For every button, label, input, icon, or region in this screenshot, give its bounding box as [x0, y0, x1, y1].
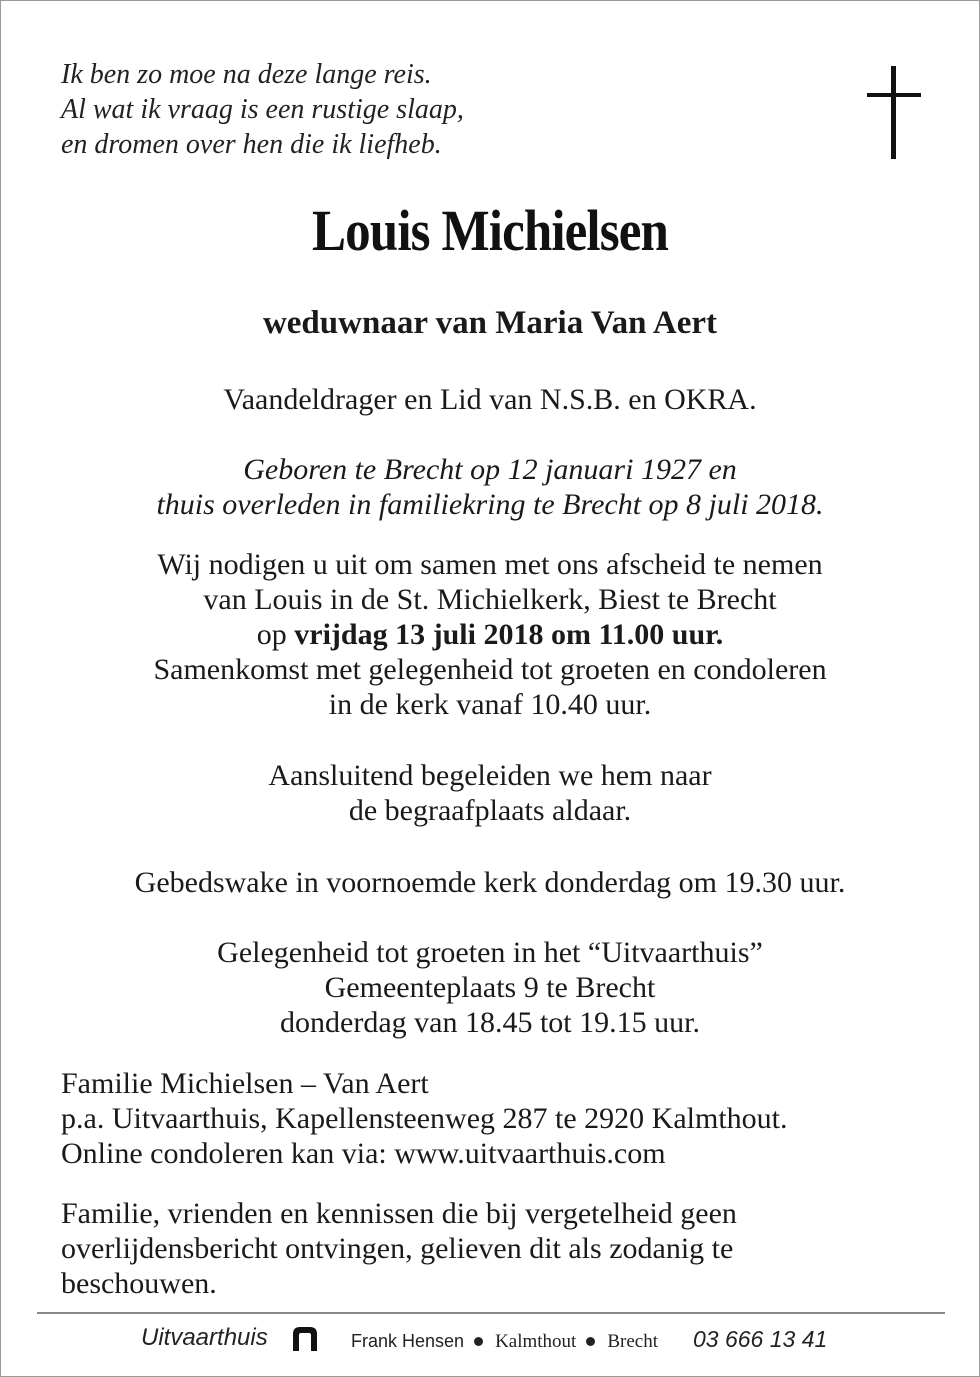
footer-location-1: Kalmthout [495, 1331, 577, 1352]
birth-death-dates [1, 452, 979, 522]
poem-line-3: en dromen over hen die ik liefheb. [61, 129, 442, 160]
footer [1, 1321, 979, 1357]
bullet-icon [474, 1337, 483, 1346]
notice-line-1: Familie, vrienden en kennissen die bij vergetelheid geen [61, 1197, 737, 1230]
family-line-1: Familie Michielsen – Van Aert [61, 1067, 429, 1100]
footer-brand: Uitvaarthuis [141, 1324, 268, 1351]
burial-line-1: Aansluitend begeleiden we hem naar [268, 759, 712, 792]
widower-of: weduwnaar van Maria Van Aert [262, 305, 718, 341]
latin-cross-icon [867, 66, 921, 159]
visitation-line-3: donderdag van 18.45 tot 19.15 uur. [280, 1006, 700, 1039]
invitation-line-3-prefix: op [256, 618, 295, 651]
burial-info [1, 758, 979, 828]
footer-contact [351, 1327, 658, 1356]
dates-line-2: thuis overleden in familiekring te Brecht op 8 juli 2018. [156, 488, 824, 521]
visitation-line-1: Gelegenheid tot groeten in het “Uitvaarthuis” [217, 936, 763, 969]
service-date-time: vrijdag 13 juli 2018 om 11.00 uur. [294, 618, 724, 651]
invitation-line-1: Wij nodigen u uit om samen met ons afscheid te nemen [157, 548, 823, 581]
burial-line-2: de begraafplaats aldaar. [348, 794, 632, 827]
deceased-name: Louis Michielsen [312, 198, 668, 263]
invitation-line-4: Samenkomst met gelegenheid tot groeten en condoleren [153, 653, 827, 686]
poem-line-2: Al wat ik vraag is een rustige slaap, [61, 94, 464, 125]
family-line-2: p.a. Uitvaarthuis, Kapellensteenweg 287 te 2920 Kalmthout. [61, 1102, 788, 1135]
arch-logo-icon [291, 1325, 319, 1351]
family-address [61, 1066, 941, 1171]
footer-director: Frank Hensen [351, 1331, 465, 1351]
notice-line-2: overlijdensbericht ontvingen, gelieven dit als zodanig te [61, 1232, 734, 1265]
invitation-line-5: in de kerk vanaf 10.40 uur. [328, 688, 652, 721]
invitation-line-2: van Louis in de St. Michielkerk, Biest te Brecht [203, 583, 777, 616]
dates-line-1: Geboren te Brecht op 12 januari 1927 en [243, 453, 737, 486]
poem-line-1: Ik ben zo moe na deze lange reis. [61, 59, 432, 90]
notice-line-3: beschouwen. [61, 1267, 217, 1300]
visitation-line-2: Gemeenteplaats 9 te Brecht [324, 971, 656, 1004]
footer-divider [37, 1312, 945, 1314]
notice-text [61, 1196, 941, 1301]
poem [61, 57, 464, 162]
family-line-3: Online condoleren kan via: www.uitvaarthuis.com [61, 1137, 666, 1170]
visitation-info [1, 935, 979, 1040]
invitation [1, 547, 979, 722]
invitation-line-3 [1, 617, 979, 652]
bullet-icon [586, 1337, 595, 1346]
membership: Vaandeldrager en Lid van N.S.B. en OKRA. [223, 383, 757, 416]
prayer-vigil: Gebedswake in voornoemde kerk donderdag om 19.30 uur. [134, 866, 846, 899]
footer-location-2: Brecht [607, 1331, 658, 1352]
footer-phone: 03 666 13 41 [693, 1326, 828, 1352]
